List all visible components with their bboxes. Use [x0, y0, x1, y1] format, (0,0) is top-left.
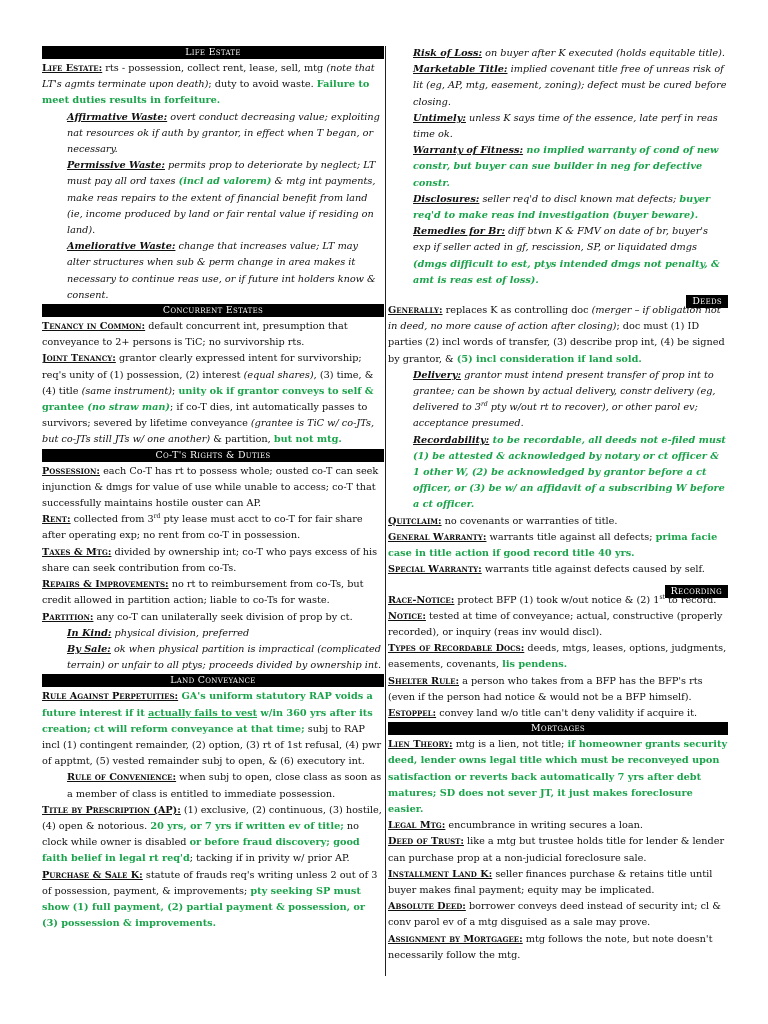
column-divider [385, 46, 386, 976]
untimely-paragraph [388, 111, 728, 143]
text: mtg is a lien, not title; [452, 739, 568, 751]
term-joint-tenancy: Joint Tenancy: [42, 353, 116, 365]
green-italic-text: (dmgs difficult to est, ptys intended dmgs not penalty, & amt is reas est of loss). [413, 258, 720, 286]
text: pty lease must acct to co-T for fair share after operating exp; no rent from co-T in possession. [42, 514, 363, 542]
term-recordability: Recordability: [413, 434, 490, 446]
term-notice: Notice: [388, 610, 426, 622]
text: , (3) time, & (4) title [42, 369, 374, 397]
partition-paragraph [42, 610, 384, 626]
text: grantor must intend present transfer of prop int to grantee; can be shown by actual delivery, constr delivery (eg, delivered to 3 [413, 369, 716, 414]
term-installment-land-k: Installment Land K: [388, 868, 493, 880]
text: implied covenant title free of unreas risk of lit (eg, AP, mtg, easement, zoning); defect must be cured before closing. [413, 64, 727, 108]
section-header-land-conveyance: Land Conveyance [42, 674, 384, 687]
term-rule-of-convenience: Rule of Convenience: [67, 772, 177, 784]
ameliorative-waste-paragraph [42, 239, 384, 304]
superscript: rd [153, 513, 161, 521]
italic-text: (merger – if obligation not in deed, no more cause of action after closing) [388, 305, 721, 333]
rap-paragraph [42, 689, 384, 770]
green-text: but not mtg. [273, 434, 342, 446]
text: any co-T can unilaterally seek division of prop by ct. [93, 611, 353, 623]
possession-paragraph [42, 464, 384, 513]
superscript: st [659, 593, 665, 601]
italic-text: (same instrument) [81, 385, 173, 397]
green-text: GA's uniform statutory RAP voids a future interest if it [42, 691, 373, 719]
text: statute of frauds req's writing unless 2 out of 3 of possession, payment, & improvements; [42, 869, 378, 897]
remedies-paragraph [388, 224, 728, 289]
permissive-waste-paragraph [42, 158, 384, 239]
shelter-rule-paragraph [388, 674, 728, 706]
text: seller finances purchase & retains title until buyer makes final payment; equity may be implicated. [388, 868, 713, 896]
term-partition: Partition: [42, 611, 94, 623]
term-risk-of-loss: Risk of Loss: [413, 48, 483, 59]
green-text: Failure to meet duties results in forfeiture. [42, 79, 370, 107]
term-rap: Rule Against Perpetuities: [42, 691, 179, 703]
text: no rt to reimbursement from co-Ts, but credit allowed in partition action; liable to co-Ts for waste. [42, 579, 364, 607]
term-race-notice: Race-Notice: [388, 594, 455, 606]
text: ; doc must (1) ID parties (2) incl words of transfer, (3) describe prop int, (4) be signed by grantor, & [388, 321, 725, 365]
term-delivery: Delivery: [413, 369, 462, 381]
term-shelter-rule: Shelter Rule: [388, 675, 460, 687]
text: each Co-T has rt to possess whole; ousted co-T can seek injunction & dmgs for value of use while unable to access; co-T that successfully maintains hostile ouster can AP. [42, 465, 379, 510]
text: to record. [664, 594, 717, 606]
outline-page [42, 46, 728, 976]
generally-paragraph [388, 303, 728, 368]
text: replaces K as controlling doc [442, 305, 592, 317]
text: permits prop to deteriorate by neglect; LT must pay all ord taxes [67, 160, 376, 188]
text: deeds, mtgs, leases, options, judgments, easements, covenants, [388, 643, 727, 671]
italic-text: (grantee is TiC w/ co-JTs, but co-JTs still JTs w/ one another) [42, 418, 375, 446]
text: like a mtg but trustee holds title for lender & lender can purchase prop at a non-judicial foreclosure sale. [388, 836, 725, 864]
text: ; duty to avoid waste. [208, 79, 317, 91]
term-general-warranty: General Warranty: [388, 531, 487, 543]
term-remedies-for-br: Remedies for Br: [413, 226, 506, 238]
life-estate-paragraph [42, 61, 384, 110]
term-title-by-prescription: Title by Prescription (AP): [42, 804, 181, 816]
green-text: 20 yrs, or 7 yrs if written ev of title; [150, 820, 344, 832]
text: on buyer after K executed (holds equitable title). [482, 48, 725, 59]
text: grantor clearly expressed intent for survivorship; req's unity of (1) possession, (2) interest [42, 353, 362, 381]
section-header-life-estate: Life Estate [42, 46, 384, 59]
by-sale-paragraph [42, 642, 384, 674]
text: ; tacking if in privity w/ prior AP. [189, 853, 350, 865]
text: change that increases value; LT may alter structures when sub & perm change in area makes it necessary to continue reas use, or if future int holders know & consent. [67, 241, 376, 301]
note: (note that LT's agmts terminate upon death) [42, 63, 375, 91]
text: no covenants or warranties of title. [441, 515, 618, 527]
marketable-title-paragraph [388, 62, 728, 111]
right-column [388, 46, 728, 976]
joint-tenancy-paragraph [42, 351, 384, 448]
deeds-header-wrap [388, 289, 728, 308]
text: rts - possession, collect rent, lease, sell, mtg [102, 63, 327, 74]
notice-paragraph [388, 609, 728, 641]
term-by-sale: By Sale: [67, 643, 111, 655]
text: tested at time of conveyance; actual, constructive (properly recorded), or inquiry (reas inv would discl). [388, 610, 723, 638]
text: divided by ownership int; co-T who pays excess of his share can seek contribution from co-Ts. [42, 546, 378, 574]
section-header-cots-rights: Co-T's Rights & Duties [42, 449, 384, 462]
text: collected from 3 [70, 514, 154, 526]
section-header-deeds: Deeds [686, 295, 728, 308]
general-warranty-paragraph [388, 530, 728, 562]
section-header-mortgages: Mortgages [388, 722, 728, 735]
rent-paragraph [42, 512, 384, 544]
green-text: or before fraud discovery; good faith belief in legal rt req'd [42, 837, 360, 865]
recordable-docs-paragraph [388, 641, 728, 673]
text: seller req'd to discl known mat defects; [479, 193, 680, 205]
term-warranty-of-fitness: Warranty of Fitness: [413, 145, 524, 157]
text: ok when physical partition is impractical (complicated terrain) or unfair to all ptys; proceeds divided by ownership int. [67, 643, 382, 672]
text: ; [172, 385, 179, 397]
affirmative-waste-paragraph [42, 110, 384, 159]
section-header-concurrent-estates: Concurrent Estates [42, 304, 384, 317]
term-estoppel: Estoppel: [388, 707, 437, 719]
term-possession: Possession: [42, 465, 100, 477]
term-quitclaim: Quitclaim: [388, 515, 442, 527]
green-italic-text: no implied warranty of cond of new constr, but buyer can sue builder in neg for defective constr. [413, 145, 719, 189]
term-repairs: Repairs & Improvements: [42, 579, 169, 591]
text: mtg follows the note, but note doesn't necessarily follow the mtg. [388, 933, 713, 961]
term-marketable-title: Marketable Title: [413, 64, 508, 76]
term-untimely: Untimely: [413, 112, 466, 124]
absolute-deed-paragraph [388, 899, 728, 931]
disclosures-paragraph [388, 192, 728, 224]
delivery-paragraph [388, 368, 728, 433]
green-text: prima facie case in title action if good record title 40 yrs. [388, 531, 718, 560]
text: pty w/out rt to recover), or other parol ev; acceptance presumed. [413, 402, 698, 430]
green-italic-text: buyer req'd to make reas ind investigation (buyer beware). [413, 193, 711, 222]
prescription-paragraph [42, 803, 384, 868]
deed-of-trust-paragraph [388, 834, 728, 866]
warranty-fitness-paragraph [388, 143, 728, 192]
term-legal-mtg: Legal Mtg: [388, 820, 446, 832]
special-warranty-paragraph [388, 562, 728, 578]
race-notice-paragraph [388, 593, 728, 609]
text: borrower conveys deed instead of security int; cl & conv parol ev of a mtg disguised as a sale may prove. [388, 901, 721, 929]
estoppel-paragraph [388, 706, 728, 722]
text: & mtg int payments, make reas repairs to the extent of financial benefit from land (ie, income produced by land or fair rental value if residing on land). [67, 176, 376, 237]
text: unless K says time of the essence, late perf in reas time ok. [413, 112, 718, 141]
term-life-estate: Life Estate: [42, 63, 103, 74]
green-text: lis pendens. [502, 659, 568, 671]
term-affirmative-waste: Affirmative Waste: [67, 111, 168, 123]
green-text: if homeowner grants security deed, lender owns legal title which must be reconveyed upon satisfaction or reverts back automatically 7 yrs after debt matures; SD does not sever JT, it just makes foreclosure easier. [388, 739, 728, 815]
green-text: (incl ad valorem) [178, 176, 272, 188]
green-italic-text: to be recordable, all deeds not e-filed must (1) be attested & acknowledged by notary or ct officer & 1 other W, (2) be acknowledged by grantor before a ct officer, or (3) be w/ an affidavit of a subscribing W before a ct officer. [413, 434, 726, 511]
left-column [42, 46, 384, 976]
text: & partition, [210, 434, 274, 446]
text: default concurrent int, presumption that conveyance to 2+ persons is TiC; no survivorship rts. [42, 321, 348, 349]
term-types-recordable-docs: Types of Recordable Docs: [388, 643, 525, 655]
green-text: pty seeking SP must show (1) full payment, (2) partial payment & possession, or (3) possession & improvements. [42, 885, 365, 930]
green-italic-text: (no straw man) [87, 402, 171, 414]
term-in-kind: In Kind: [67, 627, 112, 639]
text: when subj to open, close class as soon as a member of class is entitled to immediate possession. [67, 772, 382, 800]
tenancy-in-common-paragraph [42, 319, 384, 351]
text: a person who takes from a BFP has the BFP's rts (even if the person had notice & would not be a BFP himself). [388, 675, 703, 703]
term-ameliorative-waste: Ameliorative Waste: [67, 241, 176, 253]
green-underlined-text: actually fails to vest [148, 707, 258, 719]
text: no clock while owner is disabled [42, 820, 359, 849]
text: protect BFP (1) took w/out notice & (2) 1 [454, 594, 660, 606]
text: warrants title against defects caused by self. [481, 564, 705, 576]
text: convey land w/o title can't deny validity if acquire it. [436, 707, 698, 719]
term-special-warranty: Special Warranty: [388, 564, 482, 576]
green-text: unity ok if grantor conveys to self & grantee [42, 385, 374, 414]
purchase-sale-paragraph [42, 868, 384, 933]
superscript: rd [480, 401, 488, 409]
installment-land-paragraph [388, 867, 728, 899]
section-header-recording: Recording [665, 585, 728, 598]
term-taxes-mtg: Taxes & Mtg: [42, 546, 112, 558]
risk-of-loss-paragraph [388, 46, 728, 62]
text: (1) exclusive, (2) continuous, (3) hostile, (4) open & notorious. [42, 804, 382, 832]
text: diff btwn K & FMV on date of br, buyer's exp if seller acted in gf, rescission, SP, or liquidated dmgs [413, 226, 708, 254]
text: overt conduct decreasing value; exploiting nat resources ok if auth by grantor, in effect when T began, or necessary. [67, 111, 380, 156]
term-deed-of-trust: Deed of Trust: [388, 836, 464, 848]
green-text: (5) incl consideration if land sold. [456, 353, 642, 365]
convenience-paragraph [42, 770, 384, 802]
text: warrants title against all defects; [486, 531, 656, 543]
green-text: w/in 360 yrs after its creation; ct will reform conveyance at that time; [42, 707, 373, 735]
in-kind-paragraph [42, 626, 384, 642]
text: subj to RAP incl (1) contingent remainder, (2) option, (3) rt of 1st refusal, (4) pwr of apptmt, (5) vested remainder subj to open, & (6) executory int. [42, 723, 382, 768]
text: ; if co-T dies, int automatically passes to survivors; severed by lifetime conveyance [42, 402, 368, 430]
quitclaim-paragraph [388, 514, 728, 530]
term-lien-theory: Lien Theory: [388, 739, 453, 751]
legal-mtg-paragraph [388, 818, 728, 834]
taxes-mtg-paragraph [42, 545, 384, 577]
text: physical division, preferred [111, 627, 250, 639]
term-disclosures: Disclosures: [413, 193, 480, 205]
term-absolute-deed: Absolute Deed: [388, 901, 466, 913]
term-generally: Generally: [388, 305, 443, 317]
term-purchase-sale: Purchase & Sale K: [42, 869, 143, 881]
term-permissive-waste: Permissive Waste: [67, 160, 165, 172]
term-tenancy-in-common: Tenancy in Common: [42, 321, 146, 333]
text: encumbrance in writing secures a loan. [445, 820, 643, 832]
term-rent: Rent: [42, 514, 71, 526]
recordability-paragraph [388, 433, 728, 514]
assignment-paragraph [388, 932, 728, 964]
repairs-paragraph [42, 577, 384, 609]
lien-theory-paragraph [388, 737, 728, 818]
term-assignment-by-mortgagee: Assignment by Mortgagee: [388, 933, 523, 945]
italic-text: (equal shares) [243, 369, 314, 381]
